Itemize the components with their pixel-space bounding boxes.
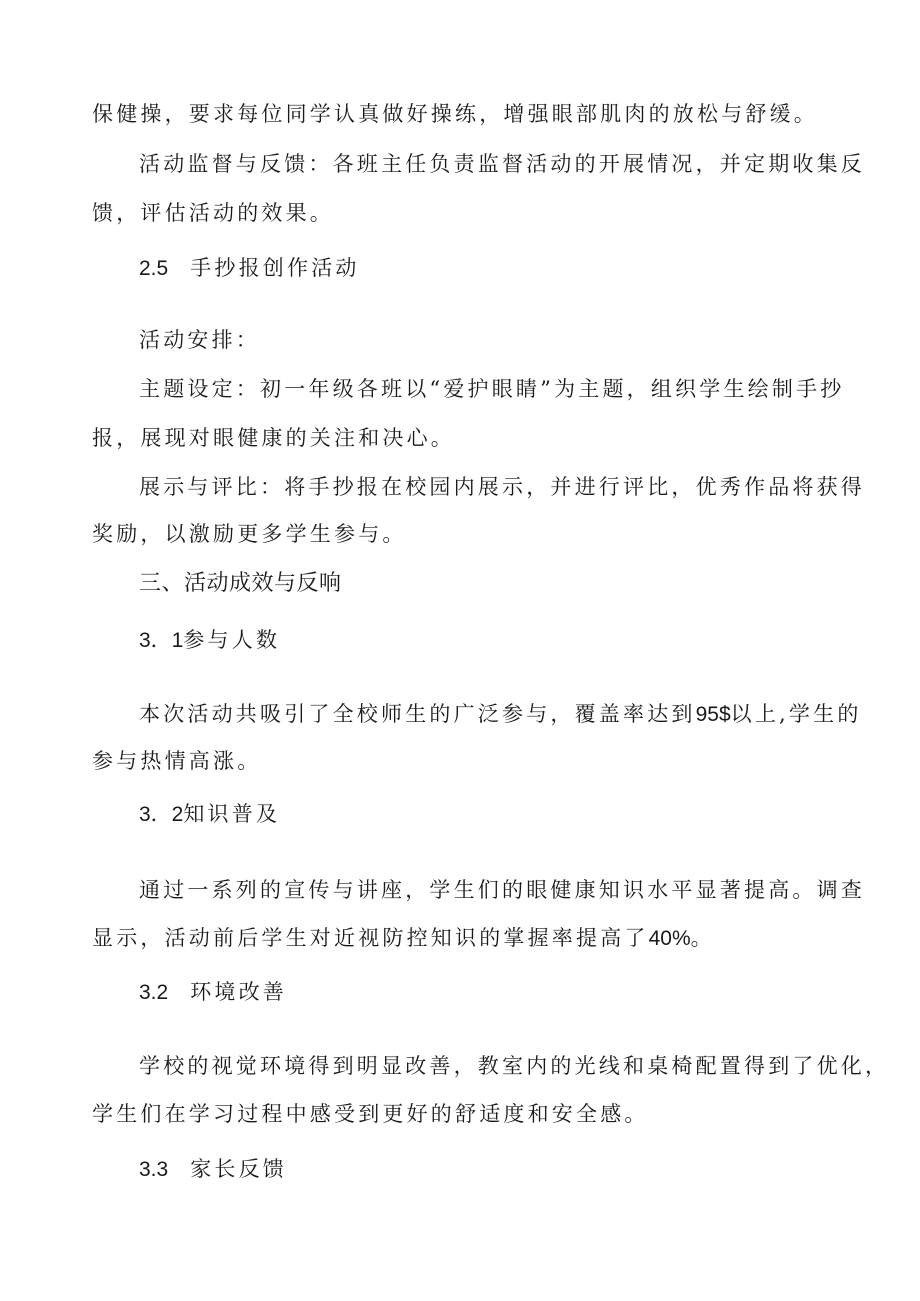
paragraph-line: 学生们在学习过程中感受到更好的舒适度和安全感。 — [92, 1102, 649, 1126]
paragraph-line: 保健操，要求每位同学认真做好操练，增强眼部肌肉的放松与舒缓。 — [92, 102, 818, 126]
heading-text: 知识普及 — [183, 802, 281, 826]
paragraph-line: 通过一系列的宣传与讲座，学生们的眼健康知识水平显著提高。调查 — [139, 878, 865, 902]
heading-text: 家长反馈 — [190, 1157, 288, 1181]
paragraph-line: 本次活动共吸引了全校师生的广泛参与，覆盖率达到95$以上,学生的 — [139, 702, 862, 726]
section-heading-3-3 — [139, 1155, 287, 1184]
paragraph-line: 奖励，以激励更多学生参与。 — [92, 522, 407, 546]
heading-number: 2.5 — [139, 257, 169, 280]
section-heading-3-1 — [139, 626, 280, 655]
paragraph-line: 馈，评估活动的效果。 — [92, 201, 334, 225]
paragraph-line: 学校的视觉环境得到明显改善，教室内的光线和桌椅配置得到了优化， — [139, 1054, 890, 1078]
heading-number: 3．2 — [139, 803, 184, 826]
paragraph-line: 展示与评比：将手抄报在校园内展示，并进行评比，优秀作品将获得 — [139, 475, 865, 499]
paragraph-line: 主题设定：初一年级各班以“爱护眼睛”为主题，组织学生绘制手抄 — [139, 377, 845, 401]
heading-text: 环境改善 — [190, 980, 288, 1004]
heading-number: 3.2 — [139, 981, 169, 1004]
paragraph-line: 显示，活动前后学生对近视防控知识的掌握率提高了40%。 — [92, 926, 715, 950]
section-heading-3-2-environment — [139, 978, 287, 1007]
section-heading-3-2-knowledge — [139, 800, 280, 829]
paragraph-line: 活动监督与反馈：各班主任负责监督活动的开展情况，并定期收集反 — [139, 152, 865, 176]
paragraph-line: 报，展现对眼健康的关注和决心。 — [92, 426, 455, 450]
section-heading-3: 三、活动成效与反响 — [139, 571, 342, 596]
section-heading-2-5 — [139, 254, 360, 283]
heading-text: 手抄报创作活动 — [190, 256, 360, 280]
paragraph-line: 活动安排： — [139, 328, 260, 352]
heading-text: 参与人数 — [183, 628, 281, 652]
heading-number: 3.3 — [139, 1158, 169, 1181]
heading-number: 3．1 — [139, 629, 184, 652]
paragraph-line: 参与热情高涨。 — [92, 749, 262, 773]
